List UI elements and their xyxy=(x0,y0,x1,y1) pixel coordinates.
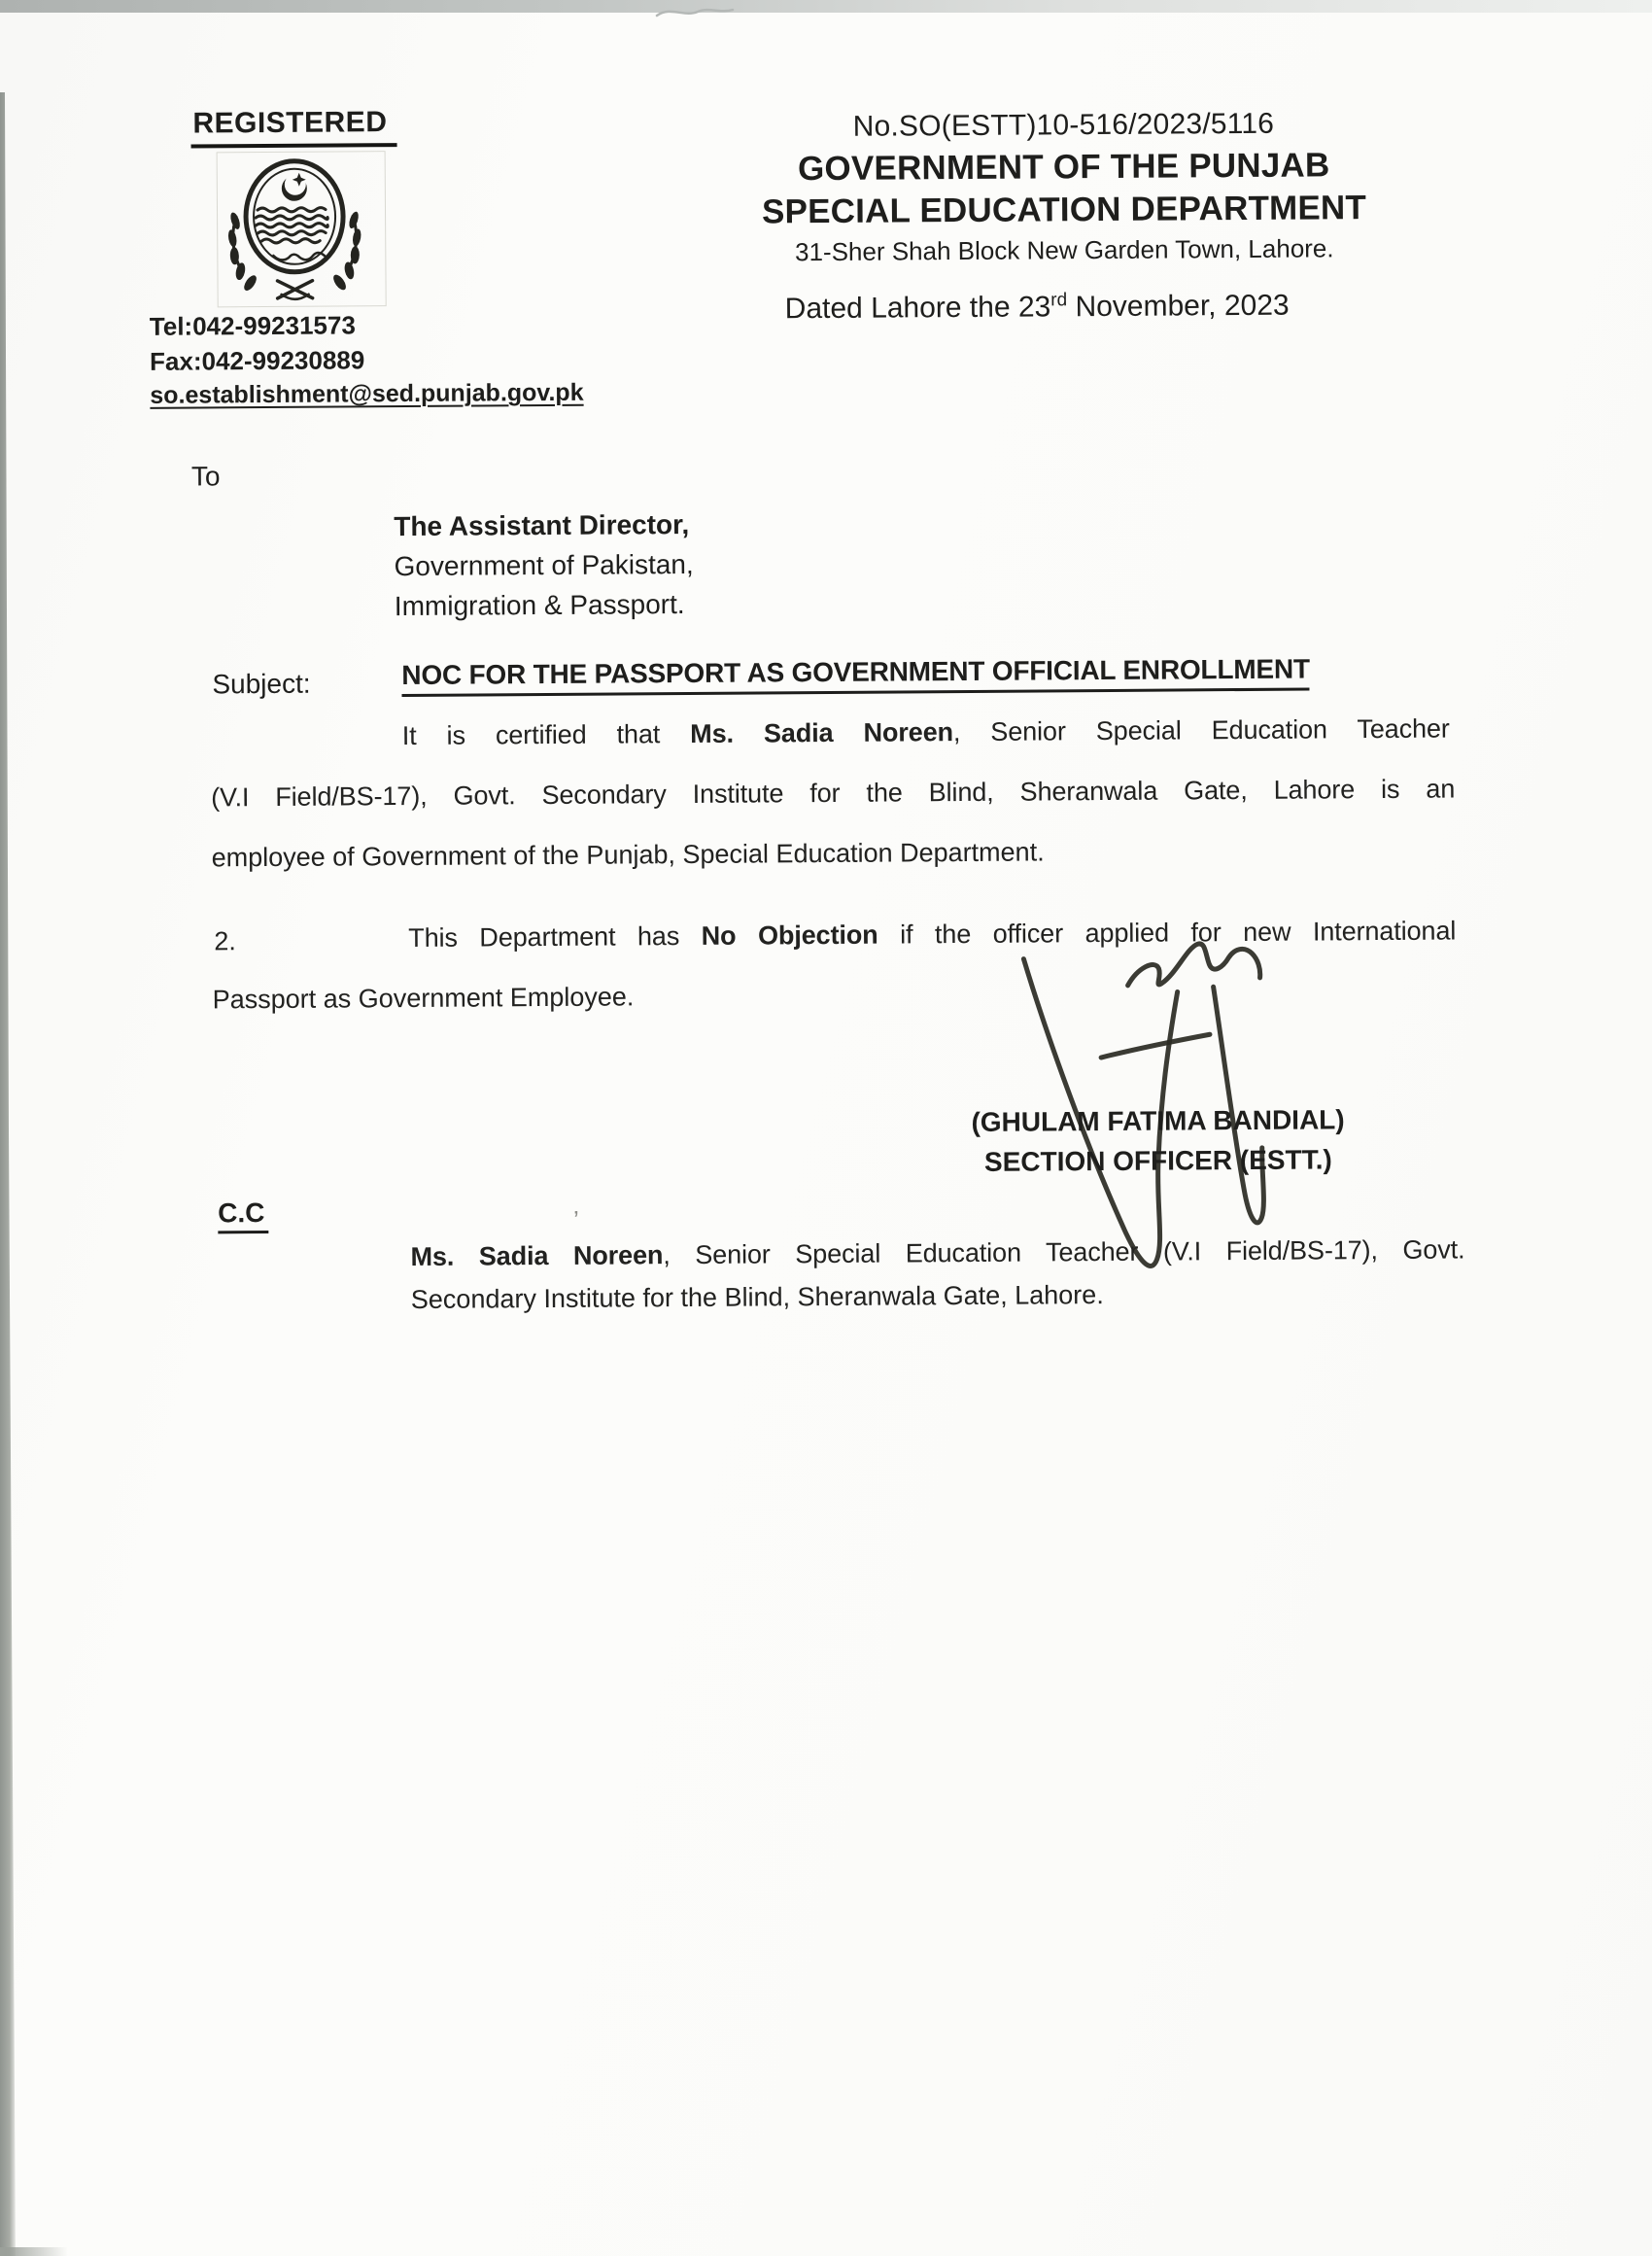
recipient-block xyxy=(394,504,694,626)
date-text-suffix: November, 2023 xyxy=(1067,289,1290,324)
scan-speck: ’ xyxy=(573,1205,579,1234)
para1-text-post: , Senior Special Education Teacher xyxy=(952,713,1450,747)
recipient-org: Government of Pakistan, xyxy=(394,548,694,582)
email-line: so.establishment@sed.punjab.gov.pk xyxy=(150,378,584,409)
fax-line: Fax:042-99230889 xyxy=(149,345,365,376)
cc-employee-name: Ms. Sadia Noreen xyxy=(410,1240,664,1271)
para2-line2: Passport as Government Employee. xyxy=(212,982,635,1015)
employee-name: Ms. Sadia Noreen xyxy=(690,717,954,748)
cc-line1 xyxy=(410,1233,1464,1273)
ribbon-icon xyxy=(278,281,313,299)
government-title: GOVERNMENT OF THE PUNJAB xyxy=(797,146,1330,189)
recipient-name: The Assistant Director, xyxy=(394,508,690,542)
para1-line2: (V.I Field/BS-17), Govt. Secondary Institute for the Blind, Sheranwala Gate, Lahore is an xyxy=(211,774,1456,813)
signatory-designation: SECTION OFFICER (ESTT.) xyxy=(983,1144,1332,1177)
subject-title: NOC FOR THE PASSPORT AS GOVERNMENT OFFICIAL ENROLLMENT xyxy=(401,654,1310,698)
cc-line1-rest: , Senior Special Education Teacher (V.I Field/BS-17), Govt. xyxy=(663,1234,1465,1270)
letter-date xyxy=(785,289,1290,327)
crescent-icon xyxy=(282,174,307,201)
cc-label: C.C xyxy=(218,1197,268,1233)
letterhead-right-block xyxy=(723,107,1404,268)
subject-label: Subject: xyxy=(212,668,311,700)
department-title: SPECIAL EDUCATION DEPARTMENT xyxy=(761,189,1367,231)
river-waves-icon xyxy=(256,208,327,244)
para2-number: 2. xyxy=(214,926,236,956)
reference-number: No.SO(ESTT)10-516/2023/5116 xyxy=(852,107,1275,143)
para1-text: It is certified that xyxy=(401,718,691,751)
registered-label: REGISTERED xyxy=(190,106,396,148)
tel-line: Tel:042-99231573 xyxy=(149,310,356,341)
no-objection-text: No Objection xyxy=(701,920,878,951)
date-ordinal: rd xyxy=(1050,290,1068,311)
to-label: To xyxy=(190,461,221,492)
para2-text: This Department has xyxy=(408,920,702,954)
crest-graphic xyxy=(221,156,383,304)
para1-line1 xyxy=(402,713,1450,753)
signatory-name: (GHULAM FATIMA BANDIAL) xyxy=(971,1104,1345,1137)
cc-line2: Secondary Institute for the Blind, Sheranwala Gate, Lahore. xyxy=(410,1280,1104,1314)
punjab-government-crest-logo xyxy=(217,151,387,307)
para1-line3: employee of Government of the Punjab, Special Education Department. xyxy=(211,837,1045,873)
office-address: 31-Sher Shah Block New Garden Town, Lahore. xyxy=(794,233,1334,267)
recipient-dept: Immigration & Passport. xyxy=(394,589,685,622)
para2-text-post: if the officer applied for new International xyxy=(878,916,1457,950)
date-text: Dated Lahore the 23 xyxy=(784,291,1051,326)
